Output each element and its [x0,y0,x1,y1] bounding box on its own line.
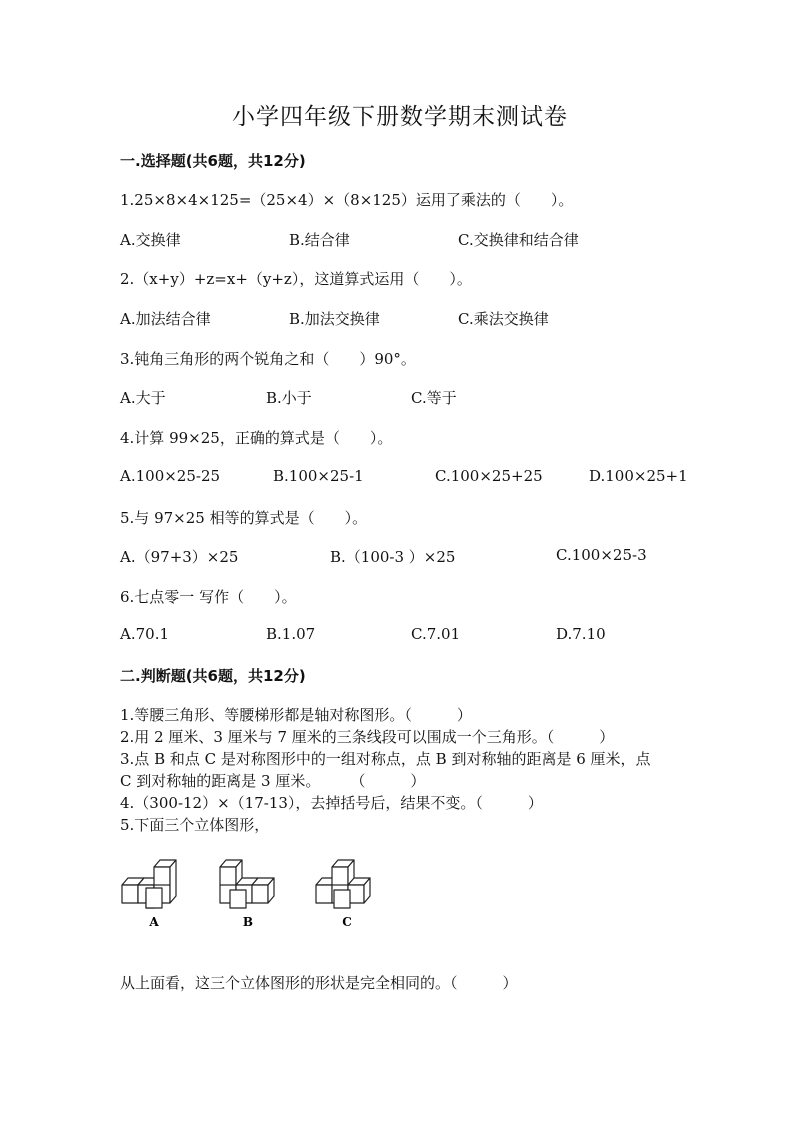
cube-figure-a [122,860,176,908]
question-6-option-c: C.7.01 [411,625,461,643]
figure-label-b: B [242,915,254,929]
judgment-item-5-conclusion: 从上面看，这三个立体图形的形状是完全相同的。（ ） [120,974,518,992]
question-2-option-c: C.乘法交换律 [458,310,549,328]
question-3-option-c: C.等于 [411,389,457,407]
question-2: 2.（x+y）+z=x+（y+z），这道算式运用（ ）。 [120,270,472,288]
question-1: 1.25×8×4×125=（25×4）×（8×125）运用了乘法的（ ）。 [120,191,574,209]
cube-figures [118,858,388,932]
question-5: 5.与 97×25 相等的算式是（ ）。 [120,509,368,527]
question-4-option-d: D.100×25+1 [589,467,688,485]
section-1-heading: 一.选择题(共6题，共12分) [120,152,306,170]
section-2-heading: 二.判断题(共6题，共12分) [120,667,306,685]
question-6-option-b: B.1.07 [266,625,316,643]
question-4-option-b: B.100×25-1 [273,467,364,485]
judgment-item-4: 4.（300-12）×（17-13），去掉括号后，结果不变。（ ） [120,794,543,812]
figure-label-a: A [149,915,159,929]
question-6-option-a: A.70.1 [120,625,169,643]
judgment-item-3-line-2: C 到对称轴的距离是 3 厘米。 （ ） [120,772,426,790]
figure-label-c: C [342,915,352,929]
question-1-option-b: B.结合律 [289,231,350,249]
question-4: 4.计算 99×25，正确的算式是（ ）。 [120,429,393,447]
question-1-option-a: A.交换律 [120,231,181,249]
question-2-option-b: B.加法交换律 [289,310,380,328]
question-5-option-a: A.（97+3）×25 [120,548,239,566]
question-6-option-d: D.7.10 [556,625,606,643]
page-title: 小学四年级下册数学期末测试卷 [232,104,568,130]
question-5-option-b: B.（100-3 ）×25 [330,548,456,566]
question-5-option-c: C.100×25-3 [556,546,647,564]
question-1-option-c: C.交换律和结合律 [458,231,579,249]
question-4-option-a: A.100×25-25 [120,467,221,485]
judgment-item-3-line-1: 3.点 B 和点 C 是对称图形中的一组对称点，点 B 到对称轴的距离是 6 厘米，点 [120,750,651,768]
question-4-option-c: C.100×25+25 [435,467,543,485]
judgment-item-5: 5.下面三个立体图形， [120,816,270,834]
cube-figure-c [316,860,370,908]
judgment-item-1: 1.等腰三角形、等腰梯形都是轴对称图形。（ ） [120,706,472,724]
question-6: 6.七点零一 写作（ ）。 [120,588,297,606]
question-2-option-a: A.加法结合律 [120,310,211,328]
cube-figure-b [220,860,274,908]
question-3-option-a: A.大于 [120,389,166,407]
judgment-item-2: 2.用 2 厘米、3 厘米与 7 厘米的三条线段可以围成一个三角形。（ ） [120,728,615,746]
question-3: 3.钝角三角形的两个锐角之和（ ）90°。 [120,350,416,368]
question-3-option-b: B.小于 [266,389,312,407]
